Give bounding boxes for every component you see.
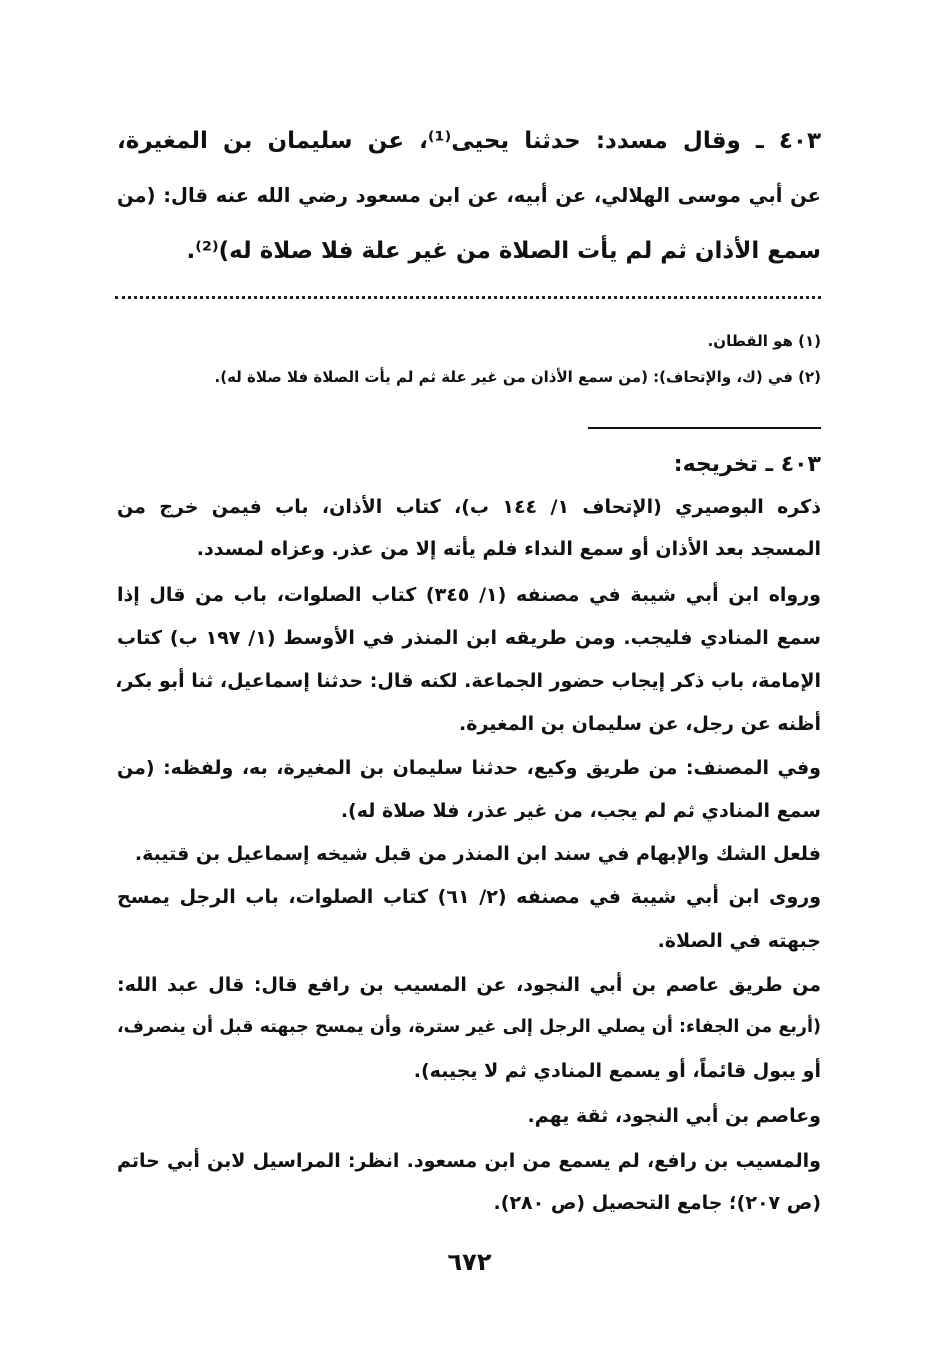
- takhrij-line-3: ورواه ابن أبي شيبة في مصنفه (١/ ٣٤٥) كتاب الصلوات، باب من قال إذا: [117, 584, 821, 606]
- footnote-dotted-separator: [115, 296, 821, 299]
- hadith-line-2: عن أبي موسى الهلالي، عن أبيه، عن ابن مسعود رضي الله عنه قال: (من: [117, 184, 821, 207]
- takhrij-line-16: والمسيب بن رافع، لم يسمع من ابن مسعود. انظر: المراسيل لابن أبي حاتم: [117, 1150, 821, 1172]
- hadith-line-3: سمع الأذان ثم لم يأت الصلاة من غير علة فلا صلاة له)⁽²⁾.: [186, 238, 821, 264]
- takhrij-line-9: فلعل الشك والإبهام في سند ابن المنذر من قبل شيخه إسماعيل بن قتيبة.: [134, 843, 821, 865]
- takhrij-line-17: (ص ٢٠٧)؛ جامع التحصيل (ص ٢٨٠).: [493, 1192, 821, 1214]
- takhrij-line-15: وعاصم بن أبي النجود، ثقة يهم.: [527, 1105, 821, 1127]
- takhrij-line-14: أو يبول قائماً، أو يسمع المنادي ثم لا يجيبه).: [413, 1060, 821, 1082]
- takhrij-line-2: المسجد بعد الأذان أو سمع النداء فلم يأته إلا من عذر. وعزاه لمسدد.: [196, 538, 821, 560]
- footnote-2: (٢) في (ك، والإتحاف): (من سمع الأذان من غير علة ثم لم يأت الصلاة فلا صلاة له).: [214, 368, 821, 386]
- takhrij-line-7: وفي المصنف: من طريق وكيع، حدثنا سليمان بن المغيرة، به، ولفظه: (من: [117, 757, 821, 779]
- takhrij-line-10: وروى ابن أبي شيبة في مصنفه (٢/ ٦١) كتاب الصلوات، باب الرجل يمسح: [117, 886, 821, 908]
- takhrij-line-12: من طريق عاصم بن أبي النجود، عن المسيب بن رافع قال: قال عبد الله:: [117, 974, 821, 996]
- takhrij-line-11: جبهته في الصلاة.: [657, 930, 821, 952]
- takhrij-line-4: سمع المنادي فليجب. ومن طريقه ابن المنذر في الأوسط (١/ ١٩٧ ب) كتاب: [117, 627, 821, 649]
- takhrij-line-13: (أربع من الجفاء: أن يصلي الرجل إلى غير سترة، وأن يمسح جبهته قبل أن ينصرف،: [117, 1017, 821, 1037]
- section-separator: [588, 427, 821, 429]
- takhrij-line-6: أظنه عن رجل، عن سليمان بن المغيرة.: [459, 713, 821, 735]
- takhrij-line-5: الإمامة، باب ذكر إيجاب حضور الجماعة. لكنه قال: حدثنا إسماعيل، ثنا أبو بكر،: [115, 670, 821, 692]
- takhrij-heading: ٤٠٣ ـ تخريجه:: [673, 452, 821, 477]
- footnote-1: (١) هو القطان.: [707, 332, 821, 350]
- page-number: ٦٧٢: [447, 1248, 492, 1276]
- takhrij-line-8: سمع المنادي ثم لم يجب، من غير عذر، فلا صلاة له).: [340, 800, 821, 822]
- hadith-line-1: ٤٠٣ ـ وقال مسدد: حدثنا يحيى⁽¹⁾، عن سليمان بن المغيرة،: [117, 128, 821, 154]
- takhrij-line-1: ذكره البوصيري (الإتحاف ١/ ١٤٤ ب)، كتاب الأذان، باب فيمن خرج من: [117, 496, 821, 518]
